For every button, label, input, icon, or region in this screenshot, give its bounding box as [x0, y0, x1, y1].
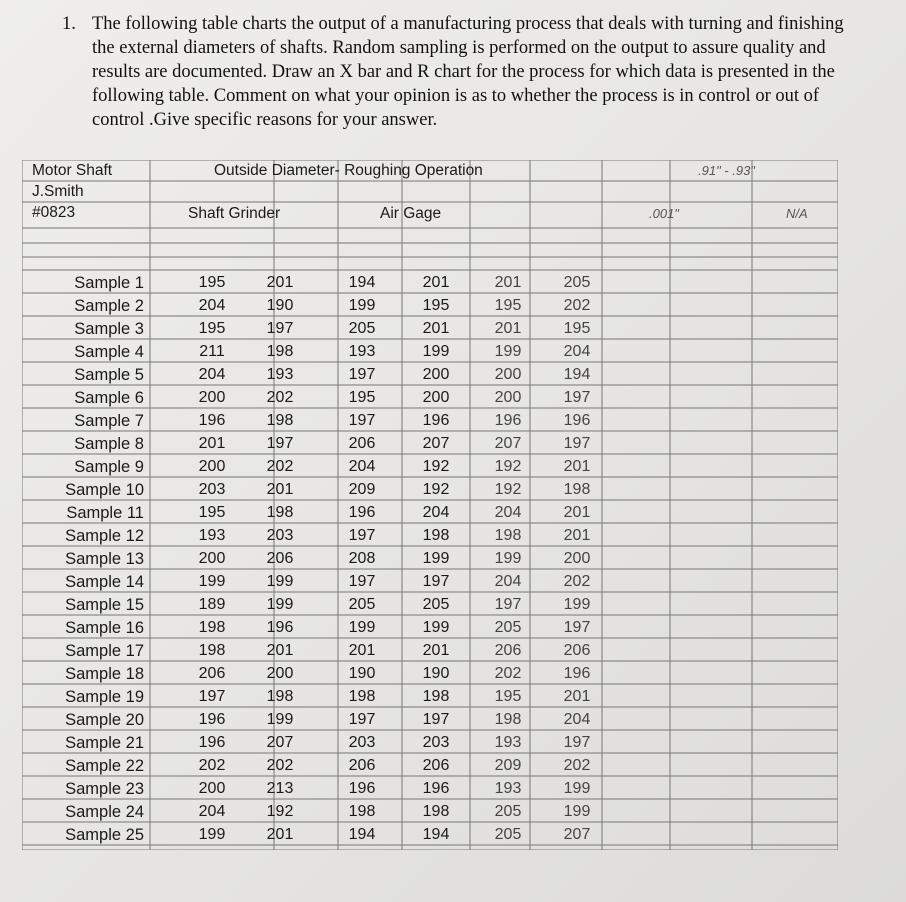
measurement-cell: 197: [563, 389, 591, 406]
measurement-cell: 209: [348, 481, 376, 498]
measurement-cell: 206: [422, 757, 450, 774]
measurement-cell: 197: [422, 711, 450, 728]
measurement-cell: 201: [266, 481, 294, 498]
measurement-cell: 194: [348, 826, 376, 843]
measurement-cell: 198: [422, 803, 450, 820]
measurement-cell: 199: [563, 803, 591, 820]
sample-label: Sample 6: [74, 389, 144, 407]
sample-label: Sample 15: [65, 596, 144, 614]
machine-name: Shaft Grinder: [188, 205, 281, 222]
measurement-cell: 194: [563, 366, 591, 383]
measurement-cell: 196: [348, 504, 376, 521]
measurement-cell: 190: [348, 665, 376, 682]
measurement-cell: 199: [494, 550, 522, 567]
measurement-cell: 206: [494, 642, 522, 659]
measurement-cell: 199: [348, 297, 376, 314]
measurement-cell: 206: [348, 757, 376, 774]
measurement-cell: 208: [348, 550, 376, 567]
measurement-cell: 206: [266, 550, 294, 567]
measurement-cell: 201: [198, 435, 226, 452]
measurement-cell: 192: [422, 481, 450, 498]
measurement-cell: 196: [198, 412, 226, 429]
measurement-cell: 201: [563, 458, 591, 475]
measurement-cell: 207: [563, 826, 591, 843]
measurement-cell: 198: [198, 642, 226, 659]
measurement-cell: 211: [199, 343, 225, 360]
measurement-cell: 200: [198, 550, 226, 567]
measurement-cell: 198: [494, 527, 522, 544]
measurement-cell: 193: [348, 343, 376, 360]
measurement-cell: 192: [422, 458, 450, 475]
measurement-cell: 200: [494, 366, 522, 383]
measurement-cell: 205: [348, 596, 376, 613]
measurement-cell: 205: [422, 596, 450, 613]
measurement-cell: 200: [198, 780, 226, 797]
measurement-cell: 196: [348, 780, 376, 797]
sample-label: Sample 19: [65, 688, 144, 706]
measurement-cell: 199: [494, 343, 522, 360]
measurement-cell: 198: [266, 343, 294, 360]
measurement-cell: 200: [494, 389, 522, 406]
sample-label: Sample 10: [65, 481, 144, 499]
measurement-cell: 207: [494, 435, 522, 452]
measurement-cell: 202: [563, 757, 591, 774]
gage-name: Air Gage: [380, 205, 442, 222]
operator-name: J.Smith: [32, 183, 84, 200]
sample-label: Sample 17: [65, 642, 144, 660]
measurement-cell: 202: [563, 297, 591, 314]
measurement-cell: 195: [198, 320, 226, 337]
measurement-cell: 199: [198, 573, 226, 590]
measurement-cell: 204: [198, 297, 226, 314]
measurement-cell: 193: [266, 366, 294, 383]
measurement-cell: 205: [348, 320, 376, 337]
measurement-cell: 193: [494, 734, 522, 751]
measurement-cell: 201: [266, 274, 294, 291]
spec-range: .91" - .93": [698, 163, 755, 178]
measurement-cell: 196: [198, 734, 226, 751]
measurement-cell: 190: [266, 297, 294, 314]
measurement-cell: 201: [266, 826, 294, 843]
measurement-cell: 198: [563, 481, 591, 498]
measurement-cell: 204: [198, 366, 226, 383]
measurement-cell: 189: [198, 596, 226, 613]
measurement-cell: 198: [422, 527, 450, 544]
na-label: N/A: [786, 206, 808, 221]
measurement-cell: 197: [266, 320, 294, 337]
question-block: [62, 12, 862, 132]
measurement-cell: 198: [494, 711, 522, 728]
measurement-cell: 201: [494, 274, 522, 291]
sample-label: Sample 21: [65, 734, 144, 752]
measurement-cell: 201: [348, 642, 376, 659]
measurement-cell: 197: [266, 435, 294, 452]
measurement-cell: 205: [563, 274, 591, 291]
measurement-cell: 204: [422, 504, 450, 521]
measurement-cell: 197: [348, 412, 376, 429]
measurement-cell: 206: [563, 642, 591, 659]
measurement-cell: 202: [266, 389, 294, 406]
measurement-cell: 206: [198, 665, 226, 682]
measurement-cell: 195: [494, 688, 522, 705]
measurement-cell: 202: [563, 573, 591, 590]
gage-resolution: .001": [649, 206, 679, 221]
measurement-cell: 196: [563, 412, 591, 429]
measurement-cell: 201: [563, 504, 591, 521]
sample-label: Sample 14: [65, 573, 144, 591]
measurement-cell: 203: [266, 527, 294, 544]
sample-label: Sample 13: [65, 550, 144, 568]
measurement-cell: 200: [266, 665, 294, 682]
sample-label: Sample 16: [65, 619, 144, 637]
measurement-cell: 195: [494, 297, 522, 314]
measurement-cell: 196: [266, 619, 294, 636]
measurement-cell: 195: [348, 389, 376, 406]
measurement-cell: 205: [494, 803, 522, 820]
measurement-cell: 202: [266, 458, 294, 475]
operation-name: Outside Diameter- Roughing Operation: [214, 162, 483, 179]
sample-label: Sample 25: [65, 826, 144, 844]
measurement-cell: 199: [266, 573, 294, 590]
measurement-cell: 196: [422, 412, 450, 429]
measurement-cell: 207: [266, 734, 294, 751]
measurement-cell: 197: [348, 366, 376, 383]
measurement-cell: 199: [266, 711, 294, 728]
measurement-cell: 201: [422, 642, 450, 659]
measurement-cell: 203: [198, 481, 226, 498]
measurement-cell: 209: [494, 757, 522, 774]
sample-label: Sample 22: [65, 757, 144, 775]
measurement-cell: 198: [348, 803, 376, 820]
part-name: Motor Shaft: [32, 162, 113, 179]
sample-label: Sample 18: [65, 665, 144, 683]
sample-label: Sample 9: [74, 458, 144, 476]
measurement-cell: 204: [563, 711, 591, 728]
sample-label: Sample 11: [66, 504, 144, 522]
measurement-cell: 199: [266, 596, 294, 613]
measurement-cell: 198: [266, 504, 294, 521]
measurement-cell: 197: [348, 527, 376, 544]
measurement-cell: 199: [198, 826, 226, 843]
measurement-cell: 194: [348, 274, 376, 291]
measurement-cell: 201: [563, 688, 591, 705]
part-number: #0823: [32, 204, 76, 221]
measurement-cell: 193: [198, 527, 226, 544]
sample-label: Sample 3: [74, 320, 144, 338]
data-sheet: [22, 160, 838, 850]
measurement-cell: 201: [494, 320, 522, 337]
measurement-cell: 197: [563, 435, 591, 452]
sample-label: Sample 5: [74, 366, 144, 384]
measurement-cell: 204: [494, 573, 522, 590]
measurement-cell: 202: [266, 757, 294, 774]
measurement-cell: 197: [563, 734, 591, 751]
measurement-cell: 196: [422, 780, 450, 797]
measurement-cell: 200: [563, 550, 591, 567]
sample-label: Sample 12: [65, 527, 144, 545]
measurement-cell: 196: [494, 412, 522, 429]
measurement-cell: 194: [422, 826, 450, 843]
measurement-cell: 199: [563, 780, 591, 797]
measurement-cell: 193: [494, 780, 522, 797]
measurement-cell: 201: [563, 527, 591, 544]
sample-label: Sample 2: [74, 297, 144, 315]
measurement-cell: 192: [494, 481, 522, 498]
measurement-cell: 197: [348, 711, 376, 728]
sample-label: Sample 23: [65, 780, 144, 798]
measurement-cell: 200: [198, 389, 226, 406]
measurement-cell: 205: [494, 826, 522, 843]
question-number: 1.: [62, 14, 76, 34]
measurement-cell: 195: [198, 274, 226, 291]
measurement-cell: 200: [422, 366, 450, 383]
measurement-cell: 197: [198, 688, 226, 705]
measurement-cell: 204: [348, 458, 376, 475]
measurement-cell: 213: [266, 780, 294, 797]
measurement-cell: 204: [563, 343, 591, 360]
measurement-cell: 201: [422, 274, 450, 291]
measurement-cell: 198: [266, 688, 294, 705]
measurement-cell: 205: [494, 619, 522, 636]
sample-label: Sample 8: [74, 435, 144, 453]
measurement-cell: 199: [422, 550, 450, 567]
measurement-cell: 196: [563, 665, 591, 682]
measurement-cell: 199: [563, 596, 591, 613]
measurement-cell: 197: [494, 596, 522, 613]
measurement-cell: 195: [422, 297, 450, 314]
measurement-cell: 201: [422, 320, 450, 337]
measurement-cell: 200: [198, 458, 226, 475]
measurement-cell: 202: [494, 665, 522, 682]
measurement-cell: 204: [494, 504, 522, 521]
measurement-cell: 206: [348, 435, 376, 452]
measurement-cell: 195: [563, 320, 591, 337]
sample-label: Sample 24: [65, 803, 144, 821]
measurement-cell: 198: [266, 412, 294, 429]
sample-label: Sample 7: [74, 412, 144, 430]
measurement-cell: 203: [348, 734, 376, 751]
measurement-cell: 196: [198, 711, 226, 728]
measurement-cell: 199: [422, 619, 450, 636]
sample-label: Sample 20: [65, 711, 144, 729]
sample-label: Sample 1: [74, 274, 144, 292]
measurement-cell: 190: [422, 665, 450, 682]
measurement-cell: 207: [422, 435, 450, 452]
measurement-cell: 197: [563, 619, 591, 636]
measurement-cell: 202: [198, 757, 226, 774]
measurement-cell: 192: [266, 803, 294, 820]
measurement-cell: 204: [198, 803, 226, 820]
measurement-cell: 199: [348, 619, 376, 636]
measurement-cell: 192: [494, 458, 522, 475]
sample-label: Sample 4: [74, 343, 144, 361]
measurement-cell: 197: [348, 573, 376, 590]
measurement-cell: 197: [422, 573, 450, 590]
measurement-cell: 195: [198, 504, 226, 521]
measurement-cell: 201: [266, 642, 294, 659]
question-text: The following table charts the output of a manufacturing process that deals with turning and finishing the external diameters of shafts. Random sampling is performed on the output to assure quality and results are documented. Draw an X bar and R chart for the process for which data is presented in the following table. Comment on what your opinion is as to whether the process is in control or out of control .Give specific reasons for your answer.: [92, 14, 844, 130]
measurement-cell: 199: [422, 343, 450, 360]
measurement-cell: 198: [348, 688, 376, 705]
measurement-cell: 198: [422, 688, 450, 705]
measurement-cell: 198: [198, 619, 226, 636]
measurement-cell: 203: [422, 734, 450, 751]
measurement-cell: 200: [422, 389, 450, 406]
